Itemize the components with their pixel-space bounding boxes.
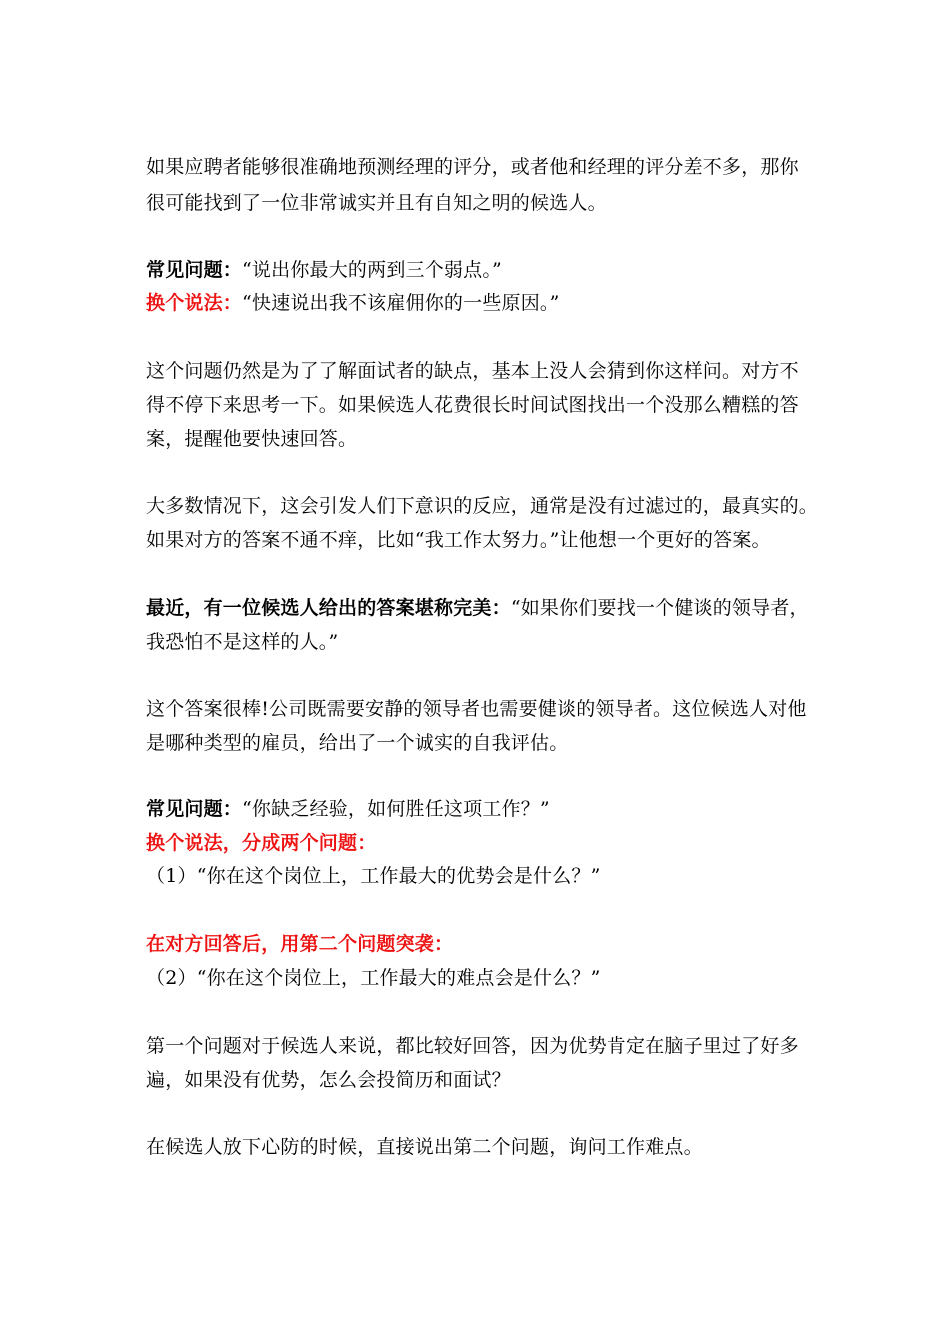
quote-text: “如果你们要找一个健谈的领导者，	[510, 597, 809, 619]
paragraph-line: 很可能找到了一位非常诚实并且有自知之明的候选人。	[146, 192, 607, 214]
paragraph-line	[146, 597, 809, 619]
paragraph-line: 这个问题仍然是为了了解面试者的缺点，基本上没人会猜到你这样问。对方不	[146, 360, 799, 382]
paragraph-line: 遍，如果没有优势，怎么会投简历和面试？	[146, 1069, 511, 1091]
alternative-text: “快速说出我不该雇佣你的一些原因。”	[242, 292, 560, 314]
sub-question: （2）“你在这个岗位上，工作最大的难点会是什么？”	[146, 967, 601, 989]
paragraph-line: 大多数情况下，这会引发人们下意识的反应，通常是没有过滤过的，最真实的。	[146, 495, 819, 517]
question-text: “说出你最大的两到三个弱点。”	[242, 259, 502, 281]
question-label: 常见问题：	[146, 259, 243, 281]
paragraph-line: 这个答案很棒!公司既需要安静的领导者也需要健谈的领导者。这位候选人对他	[146, 698, 807, 720]
alternative-label: 换个说法：	[146, 292, 243, 314]
sub-question: （1）“你在这个岗位上，工作最大的优势会是什么？”	[146, 865, 601, 887]
question-common	[146, 259, 502, 281]
follow-up-label: 在对方回答后，用第二个问题突袭：	[146, 933, 454, 955]
paragraph-line: 在候选人放下心防的时候，直接说出第二个问题，询问工作难点。	[146, 1136, 703, 1158]
paragraph-line: 如果应聘者能够很准确地预测经理的评分，或者他和经理的评分差不多，那你	[146, 156, 799, 178]
bold-lead: 最近，有一位候选人给出的答案堪称完美：	[146, 597, 511, 619]
alternative-label: 换个说法，分成两个问题：	[146, 832, 377, 854]
question-text: “你缺乏经验，如何胜任这项工作？”	[242, 798, 550, 820]
question-label: 常见问题：	[146, 798, 243, 820]
question-alternative	[146, 292, 560, 314]
paragraph-line: 我恐怕不是这样的人。”	[146, 631, 339, 653]
paragraph-line: 如果对方的答案不通不痒，比如“我工作太努力。”让他想一个更好的答案。	[146, 529, 771, 551]
paragraph-line: 是哪种类型的雇员，给出了一个诚实的自我评估。	[146, 732, 569, 754]
question-common	[146, 798, 550, 820]
paragraph-line: 案，提醒他要快速回答。	[146, 428, 358, 450]
paragraph-line: 得不停下来思考一下。如果候选人花费很长时间试图找出一个没那么糟糕的答	[146, 394, 799, 416]
paragraph-line: 第一个问题对于候选人来说，都比较好回答，因为优势肯定在脑子里过了好多	[146, 1035, 799, 1057]
